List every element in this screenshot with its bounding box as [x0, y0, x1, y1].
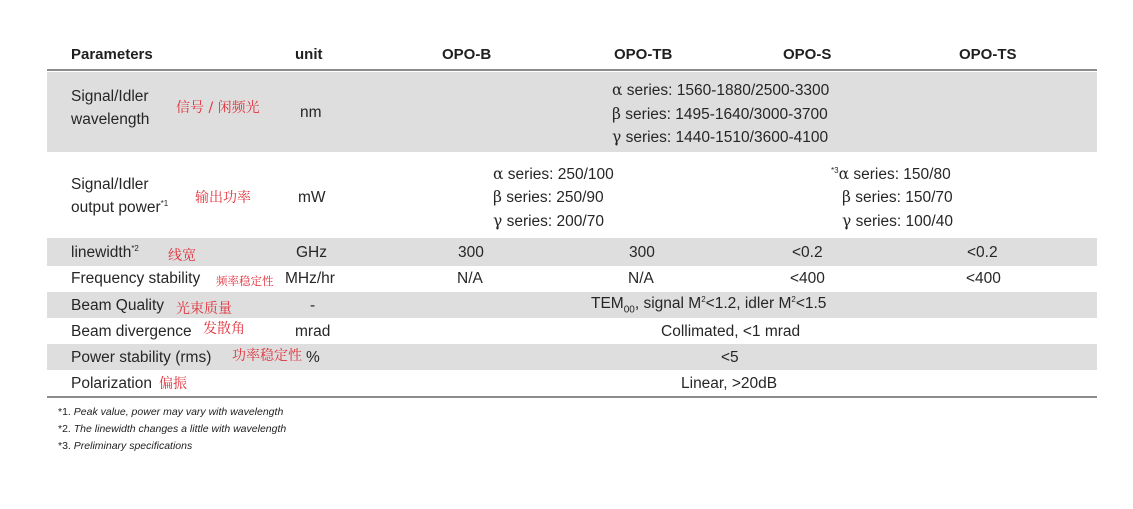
wavelength-label-1: Signal/Idler [71, 88, 149, 105]
beam-divergence-unit: mrad [295, 323, 331, 340]
linewidth-opo-ts: <0.2 [967, 244, 998, 261]
beam-divergence-value: Collimated, <1 mrad [661, 323, 801, 340]
freq-stability-unit: MHz/hr [285, 270, 335, 287]
power-right-gamma: γ series: 100/40 [842, 212, 953, 230]
wavelength-alpha: α series: 1560-1880/2500-3300 [612, 81, 830, 99]
row-linewidth-band [47, 238, 1097, 266]
polarization-label: Polarization [71, 375, 152, 392]
wavelength-label-2: wavelength [71, 111, 150, 128]
footnote-2: *2. The linewidth changes a little with wavelength [58, 423, 287, 435]
power-stability-label: Power stability (rms) [71, 349, 212, 366]
header-opo-b: OPO-B [442, 46, 492, 63]
header-opo-s: OPO-S [783, 46, 832, 63]
power-right-alpha: $^{*3}$α series: 150/80 [831, 165, 951, 183]
power-label-2: output power$^{*1}$ [71, 199, 169, 217]
freq-stability-opo-s: <400 [790, 270, 825, 287]
power-stability-cn-label: 功率稳定性 [232, 348, 302, 364]
beam-divergence-label: Beam divergence [71, 323, 192, 340]
header-unit: unit [295, 46, 323, 63]
linewidth-opo-b: 300 [458, 244, 484, 261]
power-stability-unit: % [306, 349, 320, 366]
polarization-value: Linear, >20dB [681, 375, 778, 392]
footnote-3: *3. Preliminary specifications [58, 440, 193, 452]
header-opo-ts: OPO-TS [959, 46, 1017, 63]
table-bottom-rule [47, 396, 1097, 398]
power-left-alpha: α series: 250/100 [493, 165, 614, 183]
beam-quality-cn-label: 光束质量 [176, 301, 232, 317]
freq-stability-label: Frequency stability [71, 270, 201, 287]
linewidth-cn-label: 线宽 [168, 248, 196, 264]
beam-quality-unit: - [310, 297, 316, 314]
freq-stability-opo-tb: N/A [628, 270, 654, 287]
polarization-cn-label: 偏振 [159, 376, 187, 392]
power-left-gamma: γ series: 200/70 [493, 212, 604, 230]
beam-quality-label: Beam Quality [71, 297, 165, 314]
power-stability-value: <5 [721, 349, 739, 366]
footnote-1: *1. Peak value, power may vary with wavelength [58, 406, 284, 418]
beam-quality-value: $TEM_{00}$, signal $M^2<1.2$, idler $M^2<1.5$ [591, 295, 827, 316]
power-label-1: Signal/Idler [71, 176, 149, 193]
freq-stability-opo-ts: <400 [966, 270, 1001, 287]
power-cn-label: 输出功率 [195, 190, 251, 206]
power-unit: mW [298, 189, 326, 206]
header-rule [47, 69, 1097, 71]
linewidth-opo-s: <0.2 [792, 244, 823, 261]
linewidth-opo-tb: 300 [629, 244, 655, 261]
freq-stability-cn-label: 频率稳定性 [216, 274, 274, 288]
beam-divergence-cn-label: 发散角 [203, 321, 245, 337]
linewidth-unit: GHz [296, 244, 327, 261]
wavelength-gamma: γ series: 1440-1510/3600-4100 [612, 128, 829, 146]
wavelength-unit: nm [300, 104, 322, 121]
wavelength-beta: β series: 1495-1640/3000-3700 [612, 105, 828, 123]
linewidth-label: linewidth$^{*2}$ [71, 244, 139, 262]
wavelength-cn-label: 信号 / 闲频光 [176, 100, 260, 116]
freq-stability-opo-b: N/A [457, 270, 483, 287]
power-left-beta: β series: 250/90 [493, 188, 604, 206]
header-parameters: Parameters [71, 46, 153, 63]
header-opo-tb: OPO-TB [614, 46, 673, 63]
power-right-beta: β series: 150/70 [842, 188, 953, 206]
